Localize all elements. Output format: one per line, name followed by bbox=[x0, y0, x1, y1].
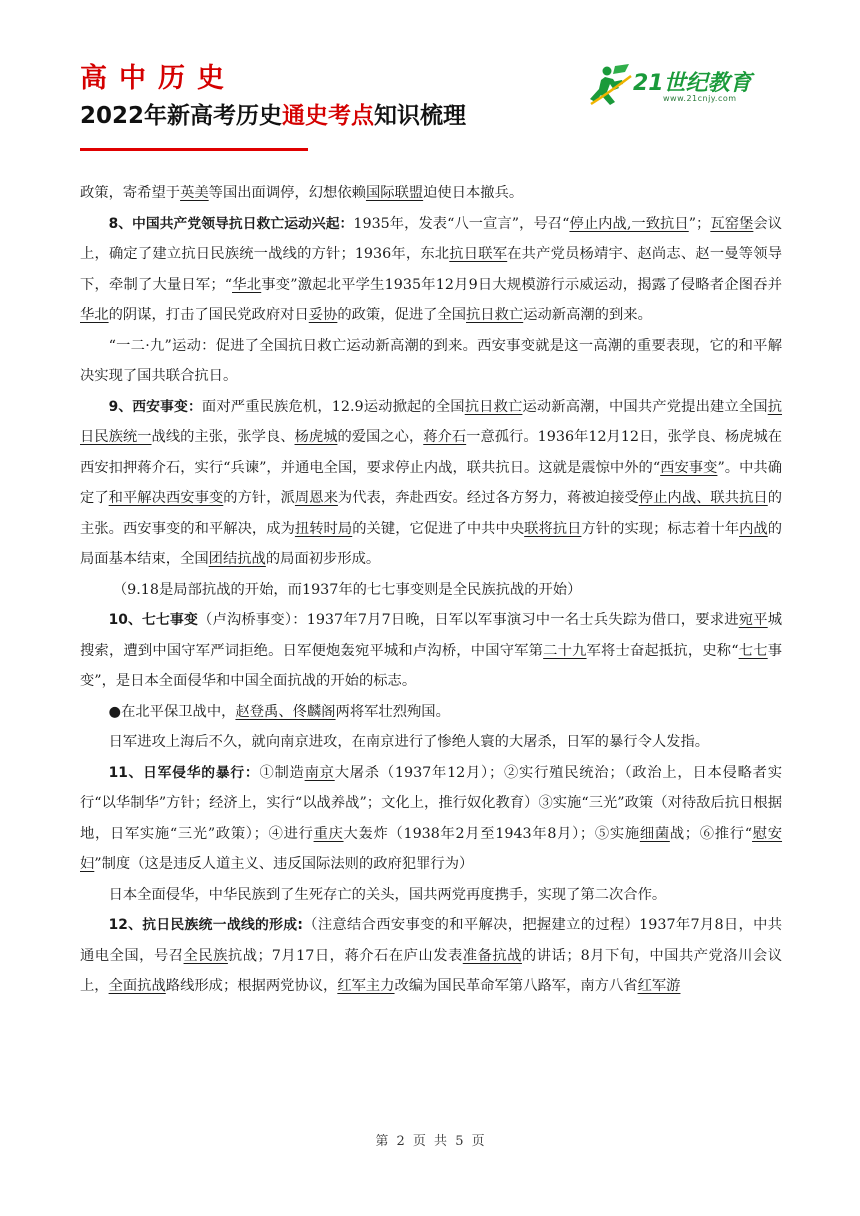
title-highlight: 通史考点 bbox=[282, 103, 375, 129]
page-header bbox=[80, 62, 780, 162]
logo-url: www.21cnjy.com bbox=[663, 94, 737, 103]
paragraph: 10、七七事变（卢沟桥事变）：1937年7月7日晚，日军以军事演习中一名士兵失踪为借口，要求进宛平城搜索，遭到中国守军严词拒绝。日军便炮轰宛平城和卢沟桥，中国守军第二十九军将士奋起抵抗，史称“七七事变”，是日本全面侵华和中国全面抗战的开始的标志。 bbox=[80, 612, 783, 689]
paragraph: “一二·九”运动：促进了全国抗日救亡运动新高潮的到来。西安事变就是这一高潮的重要表现，它的和平解决实现了国共联合抗日。 bbox=[80, 337, 782, 384]
document-body bbox=[80, 178, 782, 1002]
paragraph: 12、抗日民族统一战线的形成:（注意结合西安事变的和平解决，把握建立的过程）1937年7月8日，中共通电全国，号召全民族抗战；7月17日，蒋介石在庐山发表准备抗战的讲话；8月下旬，中国共产党洛川会议上，全面抗战路线形成；根据两党协议，红军主力改编为国民革命军第八路军，南方八省红军游 bbox=[80, 917, 783, 994]
paragraph: 9、西安事变：面对严重民族危机，12.9运动掀起的全国抗日救亡运动新高潮，中国共产党提出建立全国抗日民族统一战线的主张，张学良、杨虎城的爱国之心，蒋介石一意孤行。1936年12月12日，张学良、杨虎城在西安扣押蒋介石，实行“兵谏”，并通电全国，要求停止内战，联共抗日。这就是震惊中外的“西安事变”。中共确定了和平解决西安事变的方针，派周恩来为代表，奔赴西安。经过各方努力，蒋被迫接受停止内战、联共抗日的主张。西安事变的和平解决，成为扭转时局的关键，它促进了中共中央联将抗日方针的实现；标志着十年内战的局面基本结束，全国团结抗战的局面初步形成。 bbox=[80, 398, 783, 567]
paragraph: 11、日军侵华的暴行：①制造南京大屠杀（1937年12月）；②实行殖民统治；（政治上，日本侵略者实行“以华制华”方针；经济上，实行“以战养战”；文化上，推行奴化教育）③实施“三光”政策（对待敌后抗日根据地，日军实施“三光”政策）；④进行重庆大轰炸（1938年2月至1943年8月）；⑤实施细菌战；⑥推行“慰安妇”制度（这是违反人道主义、违反国际法则的政府犯罪行为） bbox=[80, 764, 783, 872]
logo-text: 21世纪教育 bbox=[633, 71, 752, 96]
paragraph: 8、中国共产党领导抗日救亡运动兴起：1935年，发表“八一宣言”，号召“停止内战,一致抗日”；瓦窑堡会议上，确定了建立抗日民族统一战线的方针；1936年，东北抗日联军在共产党员杨靖宇、赵尚志、赵一曼等领导下，牵制了大量日军；“华北事变”激起北平学生1935年12月9日大规模游行示威运动，揭露了侵略者企图吞并华北的阴谋，打击了国民党政府对日妥协的政策，促进了全国抗日救亡运动新高潮的到来。 bbox=[80, 215, 783, 323]
logo bbox=[585, 62, 785, 108]
section-heading: 8、中国共产党领导抗日救亡运动兴起： bbox=[108, 215, 354, 232]
paragraph: 日军进攻上海后不久，就向南京进攻，在南京进行了惨绝人寰的大屠杀，日军的暴行令人发指。 bbox=[108, 734, 710, 750]
section-heading: 12、抗日民族统一战线的形成: bbox=[108, 917, 303, 933]
page-number: 第 2 页 共 5 页 bbox=[375, 1134, 485, 1149]
section-heading: 11、日军侵华的暴行： bbox=[108, 764, 260, 781]
title-suffix: 知识梳理 bbox=[374, 103, 467, 129]
series-title: 高中历史 bbox=[80, 63, 236, 94]
paragraph: 政策，寄希望于英美等国出面调停，幻想依赖国际联盟迫使日本撤兵。 bbox=[80, 185, 524, 201]
running-person-icon bbox=[585, 62, 635, 108]
paragraph: 日本全面侵华，中华民族到了生死存亡的关头，国共两党再度携手，实现了第二次合作。 bbox=[108, 886, 667, 903]
paragraph: ●在北平保卫战中，赵登禹、佟麟阁两将军壮烈殉国。 bbox=[108, 703, 450, 720]
paragraph: （9.18是局部抗战的开始，而1937年的七七事变则是全民族抗战的开始） bbox=[112, 581, 582, 598]
section-heading: 10、七七事变 bbox=[108, 612, 198, 628]
document-title bbox=[80, 100, 466, 132]
header-divider bbox=[80, 148, 308, 151]
title-prefix: 2022年新高考历史 bbox=[80, 103, 283, 129]
section-heading: 9、西安事变： bbox=[108, 398, 202, 415]
